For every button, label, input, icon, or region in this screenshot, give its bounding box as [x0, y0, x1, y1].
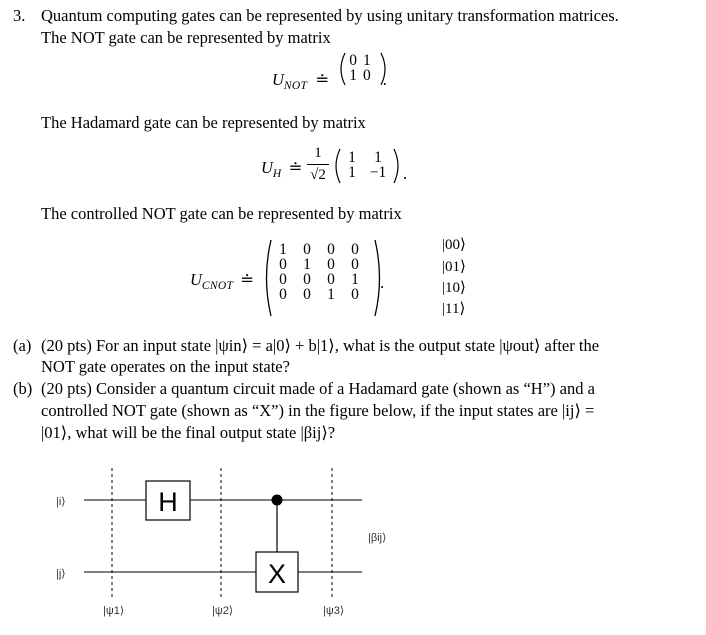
cnot-cell: 1	[303, 256, 311, 273]
not-matrix-trailing: .	[382, 69, 387, 89]
cnot-trailing: .	[380, 273, 385, 292]
cnot-cell: 0	[279, 271, 287, 288]
cnot-control-dot	[272, 495, 283, 506]
part-a-label: (a)	[13, 336, 32, 355]
cnot-basis-label: |00⟩	[442, 237, 466, 253]
cnot-basis-label: |01⟩	[442, 259, 466, 275]
cnot-basis-label: |10⟩	[442, 280, 466, 296]
part-b-line-2: controlled NOT gate (shown as “X”) in the figure below, if the input states are |ij⟩ =	[41, 401, 595, 420]
cnot-cell: 0	[303, 271, 311, 288]
psi1-label: |ψ1⟩	[103, 605, 125, 617]
part-b-label: (b)	[13, 379, 33, 398]
not-matrix-relation: ≐	[315, 69, 330, 89]
psi2-label: |ψ2⟩	[212, 605, 234, 617]
hadamard-intro: The Hadamard gate can be represented by matrix	[41, 113, 366, 132]
cnot-cell: 0	[327, 271, 335, 288]
cnot-relation: ≐	[240, 270, 255, 289]
hadamard-prefactor-num: 1	[314, 145, 322, 161]
hadamard-trailing: .	[403, 164, 408, 183]
cnot-cell: 0	[303, 241, 311, 258]
part-a-line-2: NOT gate operates on the input state?	[41, 357, 290, 376]
output-label: |βij⟩	[368, 532, 387, 544]
part-b-line-3: |01⟩, what will be the final output state |βij⟩?	[41, 423, 336, 442]
cnot-target-label: X	[267, 559, 287, 589]
not-cell: 0	[349, 52, 358, 69]
cnot-intro: The controlled NOT gate can be represented by matrix	[41, 204, 402, 223]
hadamard-prefactor-den: √2	[310, 167, 326, 183]
cnot-cell: 0	[327, 256, 335, 273]
cnot-cell: 0	[303, 286, 311, 303]
hadamard-symbol: U	[261, 158, 273, 177]
hadamard-relation: ≐	[288, 158, 303, 177]
cnot-cell: 1	[279, 241, 287, 258]
intro-line-2: The NOT gate can be represented by matrix	[41, 28, 331, 47]
not-matrix-symbol: U	[272, 69, 284, 89]
cnot-cell: 0	[351, 286, 359, 303]
cnot-cell: 0	[279, 256, 287, 273]
not-matrix-subscript: NOT	[283, 79, 308, 92]
hadamard-cell: 1	[374, 149, 382, 166]
cnot-subscript: CNOT	[201, 280, 234, 292]
cnot-cell: 1	[351, 271, 359, 288]
cnot-cell: 0	[351, 256, 359, 273]
hadamard-cell: 1	[348, 164, 356, 181]
part-a-line-1: (20 pts) For an input state |ψin⟩ = a|0⟩ + b|1⟩, what is the output state |ψout⟩ after the	[41, 336, 600, 355]
intro-line-1: Quantum computing gates can be represented by using unitary transformation matrices.	[41, 6, 619, 25]
not-cell: 1	[363, 52, 371, 69]
input-top-label: |i⟩	[56, 496, 66, 508]
cnot-cell: 1	[327, 286, 335, 303]
cnot-cell: 0	[351, 241, 359, 258]
hadamard-gate-label: H	[158, 487, 178, 517]
cnot-symbol: U	[190, 270, 202, 289]
hadamard-subscript: H	[272, 168, 282, 180]
hadamard-cell: 1	[348, 149, 356, 166]
psi3-label: |ψ3⟩	[323, 605, 345, 617]
cnot-cell: 0	[327, 241, 335, 258]
hadamard-cell: −1	[369, 164, 387, 181]
cnot-basis-label: |11⟩	[442, 301, 466, 317]
part-b-line-1: (20 pts) Consider a quantum circuit made of a Hadamard gate (shown as “H”) and a	[41, 379, 595, 398]
problem-number: 3.	[13, 6, 26, 25]
input-bottom-label: |j⟩	[56, 568, 66, 580]
cnot-cell: 0	[279, 286, 287, 303]
not-cell: 0	[363, 67, 371, 84]
not-cell: 1	[349, 67, 358, 84]
